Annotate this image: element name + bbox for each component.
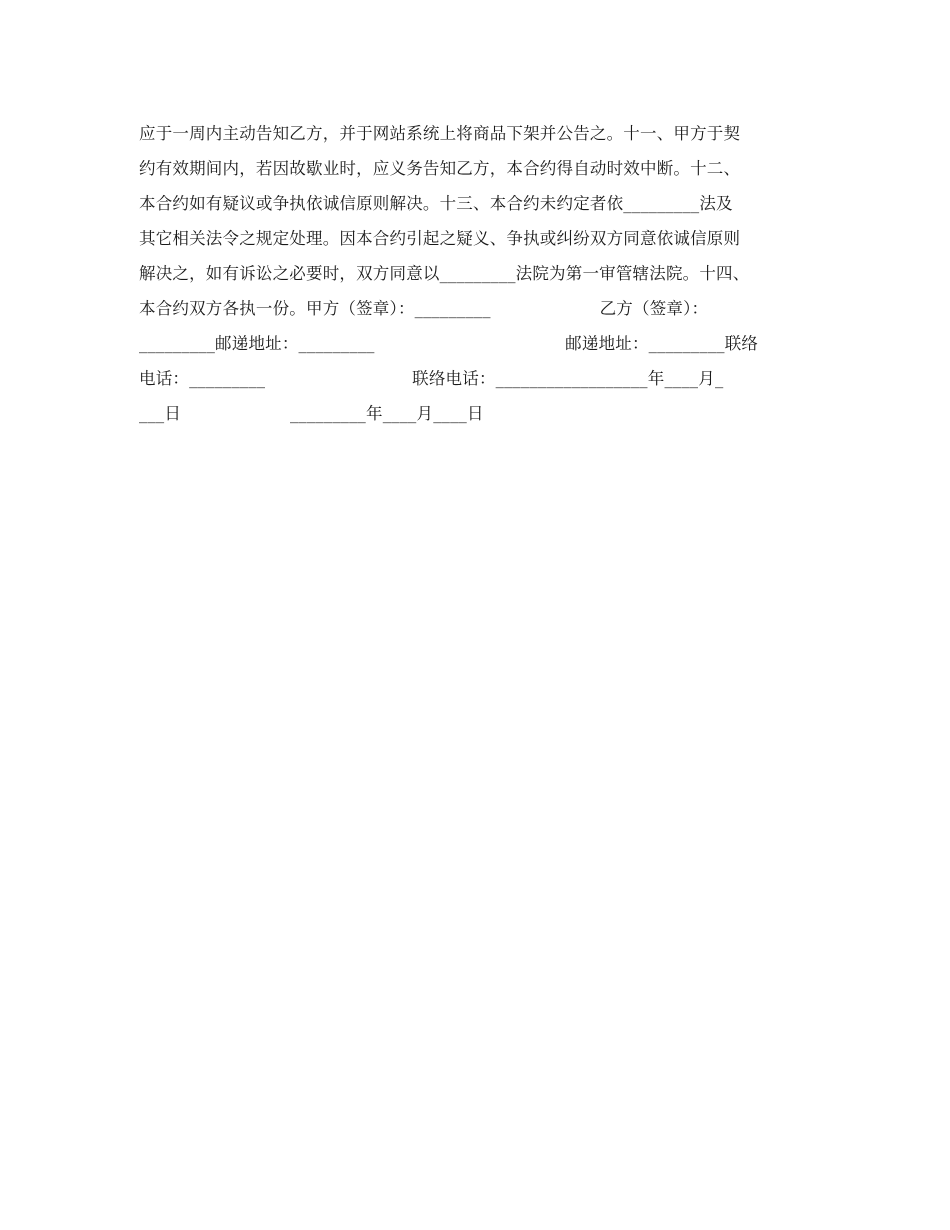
phone-date-line: 电话：_________ 联络电话：__________________年____月_ bbox=[139, 369, 724, 388]
text-line: 约有效期间内，若因故歇业时，应义务告知乙方，本合约得自动时效中断。十二、 bbox=[139, 159, 741, 178]
signature-line-parties: 本合约双方各执一份。甲方（签章）：_________ 乙方（签章）： bbox=[139, 299, 709, 318]
text-line: 其它相关法令之规定处理。因本合约引起之疑义、争执或纠纷双方同意依诚信原则 bbox=[139, 229, 741, 248]
contract-text-block bbox=[139, 116, 829, 431]
date-line: ___日 _________年____月____日 bbox=[139, 404, 484, 423]
text-line: 应于一周内主动告知乙方，并于网站系统上将商品下架并公告之。十一、甲方于契 bbox=[139, 124, 741, 143]
text-line: 解决之，如有诉讼之必要时，双方同意以_________法院为第一审管辖法院。十四、 bbox=[139, 264, 750, 283]
text-line: 本合约如有疑议或争执依诚信原则解决。十三、本合约未约定者依_________法及 bbox=[139, 194, 733, 213]
address-line: _________邮递地址：_________ 邮递地址：_________联络 bbox=[139, 334, 759, 353]
